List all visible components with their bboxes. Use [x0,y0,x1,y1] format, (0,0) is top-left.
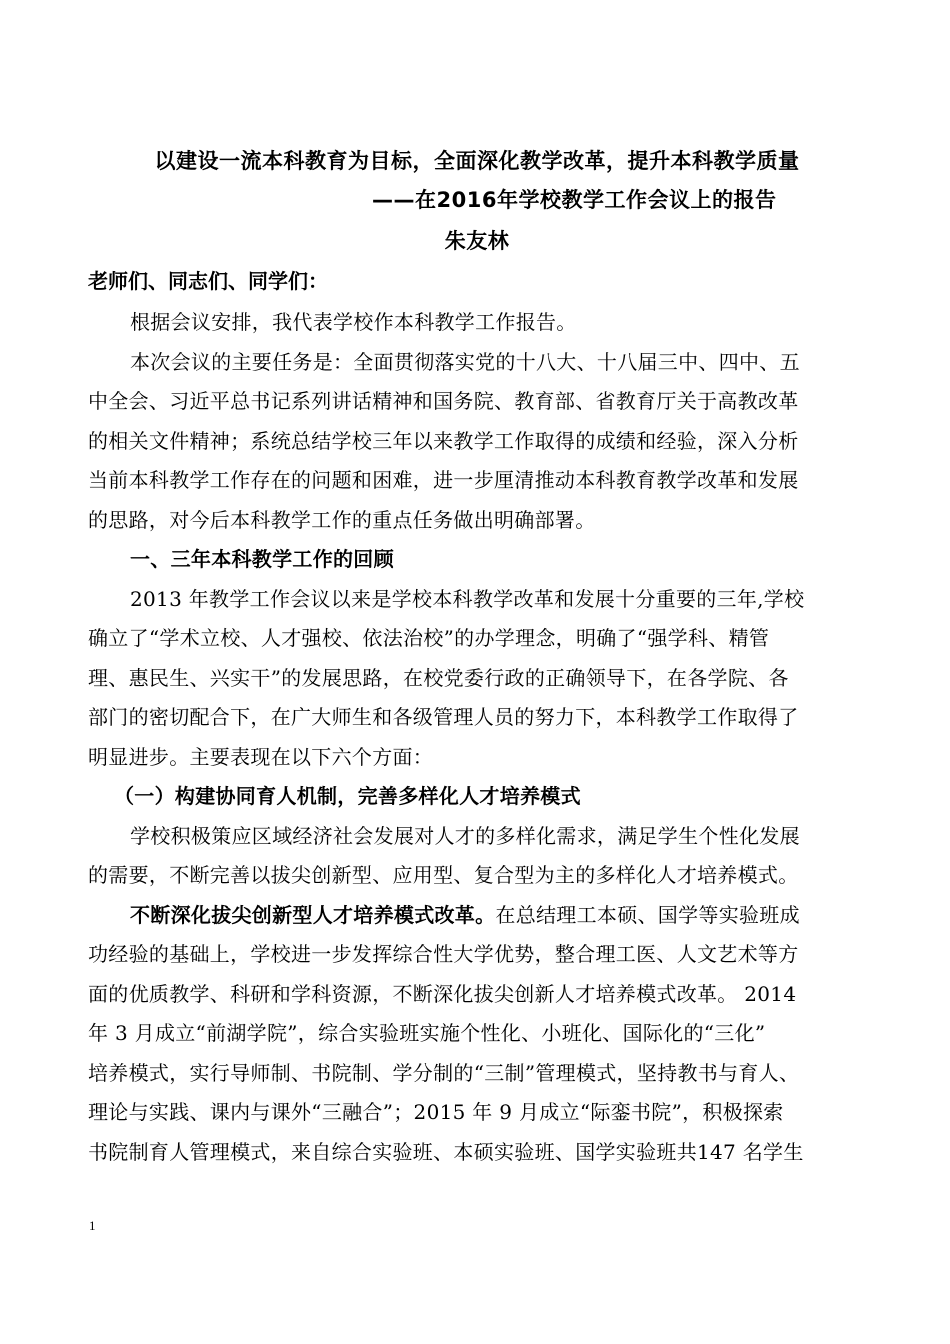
document-subtitle: ——在2016年学校教学工作会议上的报告 [372,188,777,212]
paragraph-line [88,896,872,936]
paragraph-text: 在总结理工本硕、国学等实验班成 [495,902,800,927]
paragraph-line: 当前本科教学工作存在的问题和困难，进一步厘清推动本科教育教学改革和发展 [88,468,799,492]
paragraph-line: 书院制育人管理模式，来自综合实验班、本硕实验班、国学实验班共147 名学生 [88,1139,804,1164]
document-title: 以建设一流本科教育为目标，全面深化教学改革，提升本科教学质量 [154,149,800,173]
paragraph-line: 理、惠民生、兴实干”的发展思路，在校党委行政的正确领导下，在各学院、各 [88,665,789,690]
paragraph-line: 培养模式，实行导师制、书院制、学分制的“三制”管理模式，坚持教书与育人、 [88,1060,800,1085]
paragraph-line: 的相关文件精神；系统总结学校三年以来教学工作取得的成绩和经验，深入分析 [88,428,799,453]
page-number: 1 [89,1218,96,1233]
paragraph-line: 中全会、习近平总书记系列讲话精神和国务院、教育部、省教育厅关于高教改革 [88,389,799,413]
paragraph-line: 2013 年教学工作会议以来是学校本科教学改革和发展十分重要的三年,学校 [130,586,805,611]
document-author: 朱友林 [444,229,510,253]
paragraph-line: 年 3 月成立“前湖学院”，综合实验班实施个性化、小班化、国际化的“三化” [88,1021,766,1045]
paragraph-line: 确立了“学术立校、人才强校、依法治校”的办学理念，明确了“强学科、精管 [88,626,770,650]
subsection-heading: （一）构建协同育人机制，完善多样化人才培养模式 [114,784,581,808]
paragraph-line: 学校积极策应区域经济社会发展对人才的多样化需求，满足学生个性化发展 [130,823,800,848]
section-heading: 一、三年本科教学工作的回顾 [130,547,394,571]
paragraph-line: 理论与实践、课内与课外“三融合”；2015 年 9 月成立“际銮书院”，积极探索 [88,1100,784,1124]
paragraph-line: 明显进步。主要表现在以下六个方面： [88,744,434,769]
paragraph-line: 的需要，不断完善以拔尖创新型、应用型、复合型为主的多样化人才培养模式。 [88,863,799,887]
salutation: 老师们、同志们、同学们： [88,269,328,293]
paragraph-line: 部门的密切配合下，在广大师生和各级管理人员的努力下，本科教学工作取得了 [88,705,799,729]
paragraph-line: 的思路，对今后本科教学工作的重点任务做出明确部署。 [88,507,596,532]
paragraph-line: 功经验的基础上，学校进一步发挥综合性大学优势，整合理工医、人文艺术等方 [88,942,799,966]
paragraph-line: 本次会议的主要任务是：全面贯彻落实党的十八大、十八届三中、四中、五 [130,349,800,374]
paragraph-line: 面的优质教学、科研和学科资源，不断深化拔尖创新人才培养模式改革。 2014 [88,981,797,1006]
paragraph-intro: 根据会议安排，我代表学校作本科教学工作报告。 [130,310,577,334]
document-body [88,303,872,1172]
inline-bold-lead: 不断深化拔尖创新型人才培养模式改革。 [130,902,496,927]
